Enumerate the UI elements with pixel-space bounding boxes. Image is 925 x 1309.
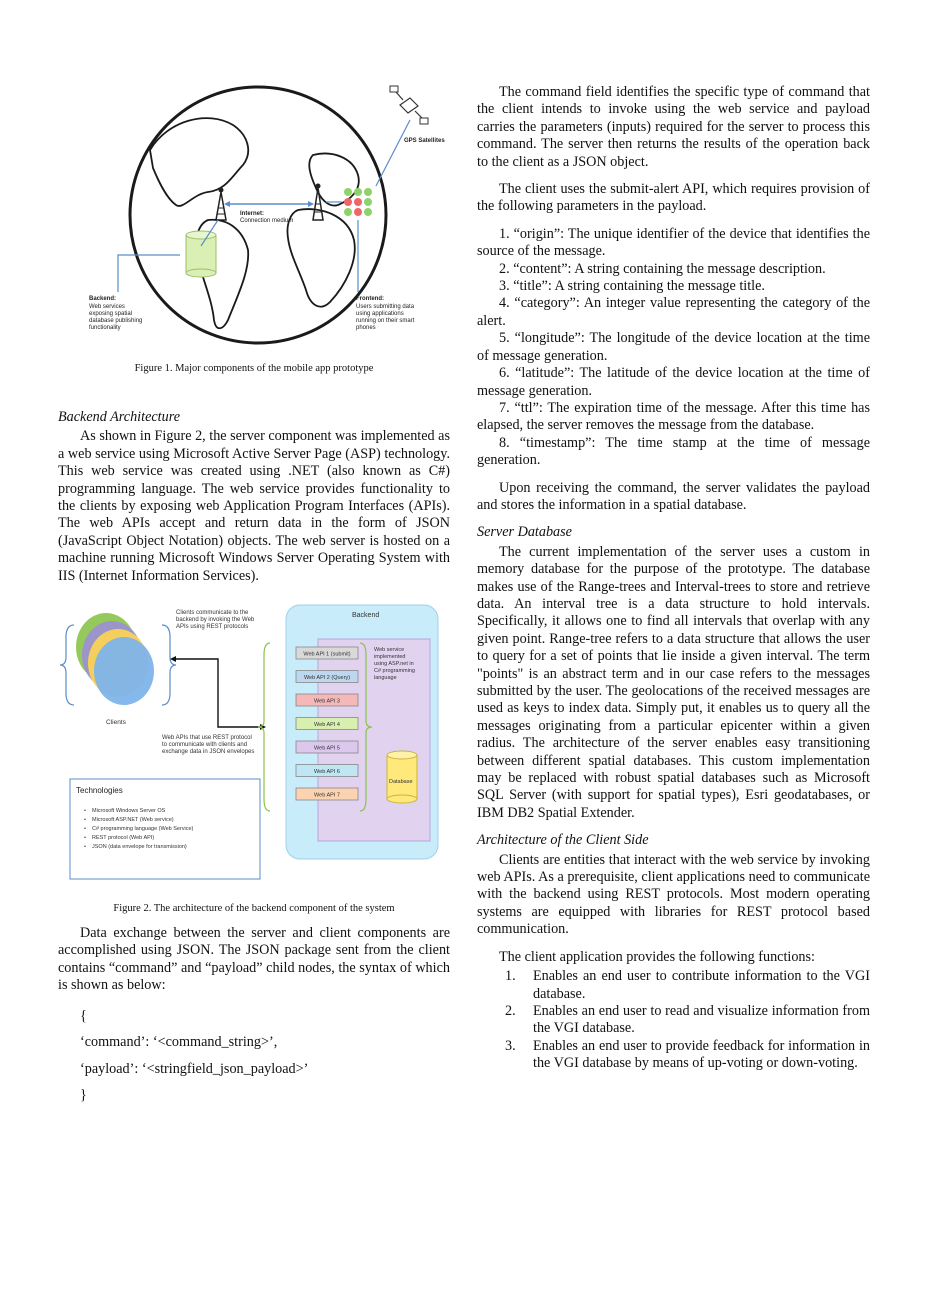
tech-item: Microsoft ASP.NET (Web service) bbox=[92, 817, 174, 824]
function-text: Enables an end user to read and visualize information from the VGI database. bbox=[533, 1002, 870, 1037]
internet-title: Internet: bbox=[240, 211, 264, 217]
web-api-label: Web API 4 bbox=[314, 722, 340, 729]
parameter-item: 8. “timestamp”: The time stamp at the time of message generation. bbox=[477, 434, 870, 469]
clients-label: Clients bbox=[106, 719, 126, 727]
frontend-line-3: running on their smart bbox=[356, 318, 415, 324]
function-item bbox=[477, 968, 870, 1003]
frontend-line-4: phones bbox=[356, 325, 376, 331]
json-code-block bbox=[80, 1003, 450, 1109]
code-line: } bbox=[80, 1087, 87, 1104]
data-exchange-paragraph: Data exchange between the server and client components are accomplished using JSON. The JSON package sent from the client contains “command” and “payload” child nodes, the syntax of which is shown as below: bbox=[58, 925, 450, 994]
clients-note-1: Clients communicate to the bbox=[176, 610, 249, 617]
svg-text:•: • bbox=[84, 826, 86, 833]
backend-panel-label: Backend bbox=[352, 612, 380, 620]
backend-line-4: functionality bbox=[89, 325, 121, 331]
backend-paragraph: As shown in Figure 2, the server component was implemented as a web service using Microsoft Active Server Page (ASP) technology. This web service was created using .NET (also known as C#) programming language. The web service provides functionality to the clients by exposing web Application Program Interfaces (APIs). The web APIs accept and return data in the form of JSON (JavaScript Object Notation) objects. The web server is hosted on a machine running Microsoft Windows Server Operating System with IIS (Internet Information Services). bbox=[58, 428, 450, 584]
code-line: ‘payload’: ‘<stringfield_json_payload>’ bbox=[80, 1060, 309, 1077]
webservice-note-1: Web service bbox=[374, 647, 405, 654]
figure-2 bbox=[58, 603, 450, 888]
section-heading-server-database: Server Database bbox=[477, 524, 572, 541]
backend-title: Backend: bbox=[89, 296, 117, 302]
webservice-note-2: implemented bbox=[374, 654, 406, 661]
web-api-label: Web API 2 (Query) bbox=[303, 675, 351, 682]
frontend-title: Frontend: bbox=[356, 296, 384, 302]
validate-paragraph: Upon receiving the command, the server validates the payload and stores the information in a spatial database. bbox=[477, 479, 870, 513]
function-item bbox=[477, 1003, 870, 1038]
figure-1-caption: Figure 1. Major components of the mobile app prototype bbox=[134, 363, 374, 374]
parameter-item: 5. “longitude”: The longitude of the device location at the time of message generation. bbox=[477, 330, 870, 364]
webservice-note-4: C# programming bbox=[374, 668, 415, 675]
web-api-label: Web API 3 bbox=[314, 698, 340, 705]
satellite-icon bbox=[390, 86, 428, 124]
function-number: 1. bbox=[505, 968, 516, 985]
technologies-title: Technologies bbox=[76, 786, 123, 796]
function-item bbox=[477, 1038, 870, 1073]
code-line: { bbox=[80, 1007, 87, 1024]
web-api-label: Web API 5 bbox=[314, 745, 340, 752]
webservice-note-5: language bbox=[374, 675, 397, 682]
figure-2-illustration bbox=[58, 603, 450, 888]
frontend-line-2: using applications bbox=[356, 311, 404, 317]
parameter-item: 1. “origin”: The unique identifier of the device that identifies the source of the message. bbox=[477, 225, 870, 260]
parameter-item: 2. “content”: A string containing the message description. bbox=[499, 260, 826, 277]
parameter-item: 6. “latitude”: The latitude of the device location at the time of message generation. bbox=[477, 365, 870, 399]
command-field-paragraph: The command field identifies the specific type of command that the client intends to invoke using the web service and payload carries the parameters (inputs) required for the server to process this command. The server then returns the results of the operation back to the client as a JSON object. bbox=[477, 84, 870, 170]
tech-item: JSON (data envelope for transmission) bbox=[92, 844, 187, 851]
clients-note-3: APIs using REST protocols bbox=[176, 624, 249, 631]
right-column bbox=[477, 84, 870, 1073]
database-icon bbox=[387, 751, 417, 803]
section-heading-client-side: Architecture of the Client Side bbox=[477, 832, 649, 849]
code-line: ‘command’: ‘<command_string>’, bbox=[80, 1034, 278, 1051]
web-api-label: Web API 6 bbox=[314, 769, 340, 776]
frontend-line-1: Users submitting data bbox=[356, 304, 415, 310]
function-number: 3. bbox=[505, 1037, 516, 1054]
svg-text:•: • bbox=[84, 808, 86, 815]
clients-stack-icon bbox=[76, 613, 154, 705]
client-functions-list bbox=[477, 968, 870, 1072]
database-cylinder-icon bbox=[186, 231, 216, 277]
parameter-item: 7. “ttl”: The expiration time of the message. After this time has elapsed, the server removes the message from the database. bbox=[477, 399, 870, 434]
section-heading-backend: Backend Architecture bbox=[58, 409, 180, 425]
tech-item: Microsoft Windows Server OS bbox=[92, 808, 166, 815]
parameter-item: 3. “title”: A string containing the message title. bbox=[499, 278, 765, 295]
rest-note-3: exchange data in JSON envelopes bbox=[162, 749, 255, 756]
backend-line-3: database publishing bbox=[89, 318, 143, 324]
server-database-paragraph: The current implementation of the server uses a custom in memory database for the purpose of the prototype. The database makes use of the Range-trees and Interval-trees to store and retrieve data. An interval tree is a data structure to hold intervals. Specifically, it allows one to find all intervals that overlap with any given point. Range-tree refers to a data structure that allows the user to query for a set of points that lie inside a given interval. The term "points" is an abstract term and in our case refers to the messages submitted by the user. The geolocations of the received messages are used as keys to index data. Simply put, it enables us to query all the messages originating from a particular epicenter within a given radius. The architecture of the server enables easy transitioning between different spatial databases. This custom implementation may be replaced with robust spatial databases such as Microsoft SQL Server (with support for spatial types), Esri geodatabases, or IBM DB2 Spatial Extender. bbox=[477, 543, 870, 821]
svg-text:•: • bbox=[84, 835, 86, 842]
gps-label: GPS Satellites bbox=[404, 138, 445, 144]
internet-text: Connection medium bbox=[240, 218, 294, 224]
function-number: 2. bbox=[505, 1002, 516, 1019]
rest-note-1: Web APIs that use REST protocol bbox=[162, 735, 252, 742]
left-column bbox=[58, 80, 450, 1109]
smartphone-users-icon bbox=[344, 188, 372, 216]
backend-line-1: Web services bbox=[89, 304, 125, 310]
web-api-label: Web API 7 bbox=[314, 792, 340, 799]
figure-1-illustration bbox=[58, 80, 450, 350]
clients-note-2: backend by invoking the Web bbox=[176, 617, 255, 624]
tech-item: C# programming language (Web Service) bbox=[92, 826, 194, 833]
functions-intro: The client application provides the following functions: bbox=[499, 948, 815, 965]
webservice-note-3: using ASP.net in bbox=[374, 661, 414, 668]
function-text: Enables an end user to provide feedback for information in the VGI database by means of up-voting or down-voting. bbox=[533, 1037, 870, 1072]
submit-alert-paragraph: The client uses the submit-alert API, which requires provision of the following parameters in the payload. bbox=[477, 181, 870, 215]
backend-line-2: exposing spatial bbox=[89, 311, 133, 317]
client-side-paragraph: Clients are entities that interact with the web service by invoking web APIs. As a prerequisite, client applications need to communicate with the backend using REST protocols. Most modern operating systems are equipped with libraries for REST protocol based communication. bbox=[477, 851, 870, 938]
svg-text:•: • bbox=[84, 817, 86, 824]
function-text: Enables an end user to contribute information to the VGI database. bbox=[533, 968, 870, 1002]
svg-text:•: • bbox=[84, 844, 86, 851]
web-api-label: Web API 1 (submit) bbox=[303, 651, 351, 658]
tech-item: REST protocol (Web API) bbox=[92, 835, 155, 842]
rest-note-2: to communicate with clients and bbox=[162, 742, 248, 749]
database-label: Database bbox=[389, 779, 413, 786]
payload-parameter-list bbox=[477, 226, 870, 470]
parameter-item: 4. “category”: An integer value representing the category of the alert. bbox=[477, 295, 870, 329]
rest-connector-arrow bbox=[176, 659, 260, 727]
figure-2-caption: Figure 2. The architecture of the backend component of the system bbox=[113, 903, 395, 915]
figure-1 bbox=[58, 80, 450, 350]
